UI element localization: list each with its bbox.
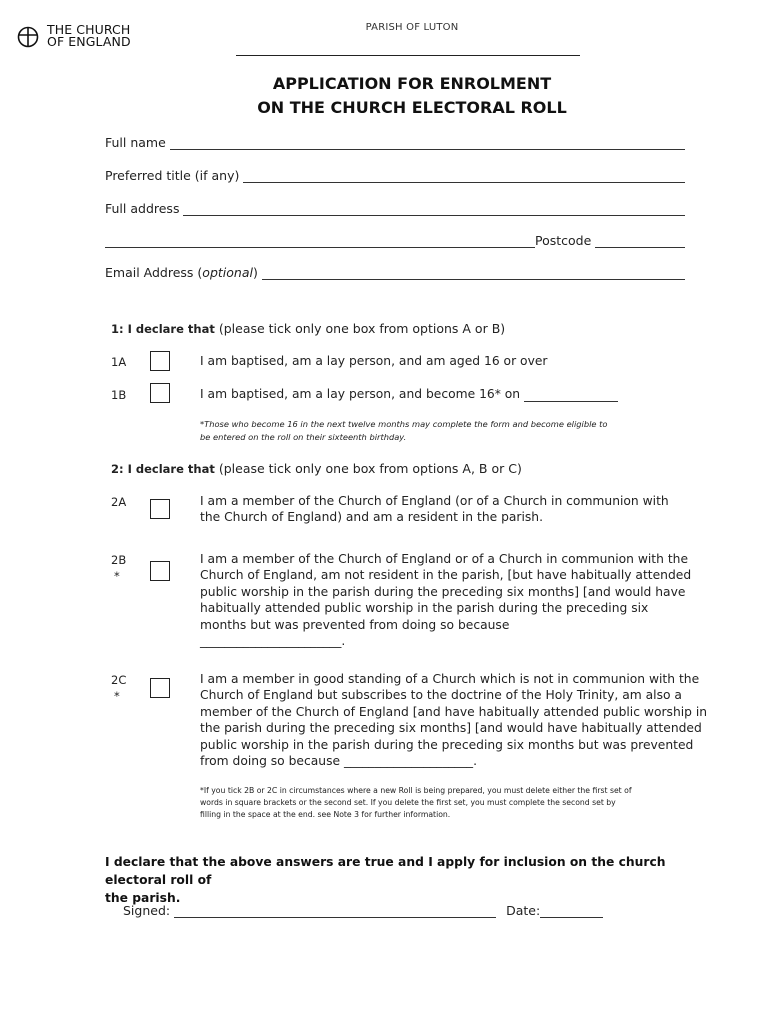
signature-row <box>123 903 603 918</box>
final-declaration: I declare that the above answers are true and I apply for inclusion on the church electoral roll of the parish. <box>105 855 666 905</box>
section-2-footnote: *If you tick 2B or 2C in circumstances where a new Roll is being prepared, you must delete either the first set of words in square brackets or the second set. If you delete the first set, you must complete the second set by filling in the space at the end. see Note 3 for further information. <box>200 786 632 819</box>
option-2b-checkbox[interactable] <box>150 561 170 581</box>
address-field-line-2[interactable] <box>105 237 535 248</box>
preferred-title-field[interactable] <box>243 172 685 183</box>
option-1a-checkbox[interactable] <box>150 351 170 371</box>
option-2c-code: 2C * <box>111 673 127 703</box>
date-field[interactable] <box>540 907 603 918</box>
parish-divider <box>236 55 580 56</box>
option-2c-asterisk: * <box>114 689 120 703</box>
option-2a-text: I am a member of the Church of England (or of a Church in communion with the Church of England) and am a resident in the parish. <box>200 494 669 525</box>
postcode-label: Postcode <box>535 233 592 248</box>
full-name-field[interactable] <box>170 139 685 150</box>
email-field[interactable] <box>262 269 685 280</box>
title-line-2: ON THE CHURCH ELECTORAL ROLL <box>257 98 567 117</box>
birthday-date-field[interactable] <box>524 391 618 402</box>
postcode-field[interactable] <box>595 237 685 248</box>
section-1-footnote: *Those who become 16 in the next twelve months may complete the form and become eligible to be entered on the roll on their sixteenth birthday. <box>200 419 608 442</box>
title-line-1: APPLICATION FOR ENROLMENT <box>272 74 552 93</box>
full-address-label: Full address <box>105 201 180 216</box>
option-1b-checkbox[interactable] <box>150 383 170 403</box>
email-optional-note: optional <box>202 265 253 280</box>
address-postcode-row <box>105 233 685 248</box>
option-1b-code: 1B <box>111 388 127 402</box>
option-2b-asterisk: * <box>114 569 120 583</box>
preferred-title-label: Preferred title (if any) <box>105 168 240 183</box>
full-name-label: Full name <box>105 135 166 150</box>
preferred-title-row <box>105 168 685 183</box>
signature-field[interactable] <box>174 907 496 918</box>
section-2-heading: 2: I declare that (please tick only one box from options A, B or C) <box>111 461 522 476</box>
option-2b-code: 2B * <box>111 553 127 583</box>
parish-name: PARISH OF LUTON <box>365 22 459 33</box>
option-2b-text: I am a member of the Church of England or of a Church in communion with the Church of England, am not resident in the parish, [but have habitually attended public worship in the parish during the preceding six months] [and would have habitually attended public worship in the parish during the preceding six months but was prevented from doing so because _______________________. <box>200 552 692 649</box>
option-1a-text: I am baptised, am a lay person, and am aged 16 or over <box>200 354 548 368</box>
form-title <box>0 72 770 120</box>
option-2b-reason-field[interactable]: _______________________. <box>200 634 346 649</box>
option-2a-checkbox[interactable] <box>150 499 170 519</box>
address-field-line-1[interactable] <box>183 205 685 216</box>
email-label: Email Address (optional) <box>105 265 258 280</box>
option-2a-code: 2A <box>111 495 127 509</box>
date-label: Date: <box>506 903 541 918</box>
signed-label: Signed: <box>123 903 171 918</box>
section-1-heading: 1: I declare that (please tick only one box from options A or B) <box>111 321 506 336</box>
option-2c-checkbox[interactable] <box>150 678 170 698</box>
option-1b-text: I am baptised, am a lay person, and become 16* on <box>200 387 521 401</box>
option-2c-reason-field[interactable]: from doing so because _____________________. <box>200 754 477 769</box>
full-address-row <box>105 201 685 216</box>
option-2c-text: I am a member in good standing of a Church which is not in communion with the Church of England but subscribes to the doctrine of the Holy Trinity, am also a member of the Church of England [and have habitually attended public worship in the parish during the preceding six months] [and would have habitually attended public worship in the parish during the preceding six months but was prevented from doing so because _____________________. <box>200 672 708 769</box>
logo-line-2: OF ENGLAND <box>47 34 131 49</box>
option-1a-code: 1A <box>111 355 127 369</box>
logo-line-1: THE CHURCH <box>47 22 131 37</box>
full-name-row <box>105 135 685 150</box>
email-row <box>105 265 685 280</box>
option-1b-row <box>200 386 618 402</box>
